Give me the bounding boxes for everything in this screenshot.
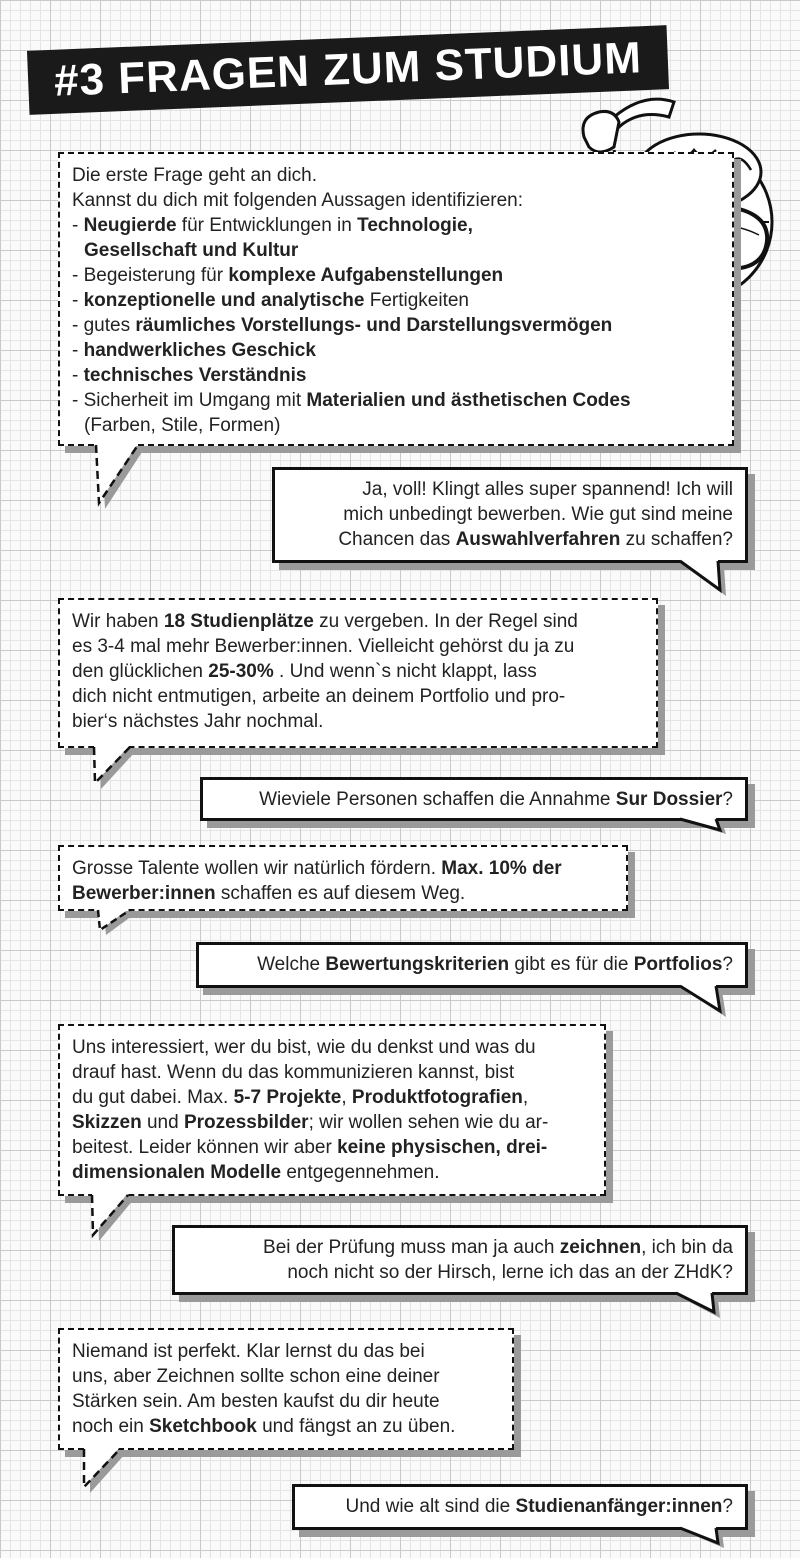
text-segment: ? xyxy=(722,1496,733,1517)
bubble-tail-3 xyxy=(90,745,150,795)
text-segment: den glücklichen xyxy=(72,661,209,682)
response-bubble-2 xyxy=(58,598,658,748)
bubble-line xyxy=(72,1364,500,1389)
text-segment: uns, aber Zeichnen sollte schon eine deiner xyxy=(72,1366,440,1387)
text-segment: Die erste Frage geht an dich. xyxy=(72,165,318,186)
bubble-tail-9 xyxy=(80,1447,140,1497)
bubble-line xyxy=(72,709,644,734)
bubble-tail-4 xyxy=(680,818,730,838)
bold-text: Studienanfänger:innen xyxy=(515,1496,723,1517)
text-segment: schaffen es auf diesem Weg. xyxy=(215,883,466,904)
text-segment: Wir haben xyxy=(72,611,164,632)
bold-text: Gesellschaft und Kultur xyxy=(84,240,299,261)
bold-text: technisches Verständnis xyxy=(83,365,307,386)
bubble-line xyxy=(72,213,720,238)
bubble-line xyxy=(72,413,720,438)
title-banner xyxy=(27,25,669,115)
bubble-line xyxy=(72,263,720,288)
bold-text: Materialien und ästhetischen Codes xyxy=(306,390,631,411)
bold-text: Produktfotografien xyxy=(351,1087,523,1108)
text-segment: Uns interessiert, wer du bist, wie du denkst und was du xyxy=(72,1037,536,1058)
answer-bubble-2 xyxy=(200,777,748,821)
response-bubble-4 xyxy=(58,1024,606,1196)
bubble-tail-6 xyxy=(680,985,730,1025)
text-segment: , ich bin da xyxy=(641,1237,733,1258)
bold-text: Auswahlverfahren xyxy=(455,529,621,550)
text-segment: Und wie alt sind die xyxy=(345,1496,516,1517)
bubble-line xyxy=(187,1235,733,1260)
text-segment: mich unbedingt bewerben. Wie gut sind meine xyxy=(343,504,733,525)
bold-text: dimensionalen Modelle xyxy=(72,1162,282,1183)
text-segment: , xyxy=(341,1087,352,1108)
bold-text: räumliches Vorstellungs- und Darstellungsvermögen xyxy=(135,315,613,336)
text-segment: entgegennehmen. xyxy=(281,1162,440,1183)
bold-text: konzeptionelle und analytische xyxy=(83,290,365,311)
text-segment: Wieviele Personen schaffen die Annahme xyxy=(259,789,616,810)
text-segment: ; wir wollen sehen wie du ar- xyxy=(308,1112,549,1133)
text-segment: ? xyxy=(722,954,733,975)
bold-text: Sketchbook xyxy=(149,1416,257,1437)
bubble-line xyxy=(72,188,720,213)
text-segment: - Begeisterung für xyxy=(72,265,229,286)
bubble-line xyxy=(72,1389,500,1414)
bold-text: komplexe Aufgabenstellungen xyxy=(228,265,504,286)
bubble-line xyxy=(72,1160,592,1185)
text-segment: Kannst du dich mit folgenden Aussagen identifizieren: xyxy=(72,190,524,211)
text-segment: dich nicht entmutigen, arbeite an deinem Portfolio und pro- xyxy=(72,686,566,707)
response-bubble-3 xyxy=(58,845,628,911)
bold-text: 5-7 Projekte xyxy=(233,1087,342,1108)
bubble-line xyxy=(72,634,644,659)
bubble-line xyxy=(72,388,720,413)
text-segment: für Entwicklungen in xyxy=(176,215,358,236)
bubble-line xyxy=(72,1035,592,1060)
text-segment: - xyxy=(72,365,84,386)
bubble-line xyxy=(72,163,720,188)
text-segment: Fertigkeiten xyxy=(364,290,469,311)
bubble-line xyxy=(187,1260,733,1285)
bubble-tail-2 xyxy=(680,560,730,600)
bold-text: Sur Dossier xyxy=(615,789,723,810)
text-segment: du gut dabei. Max. xyxy=(72,1087,234,1108)
text-segment: - xyxy=(72,215,84,236)
text-segment: und fängst an zu üben. xyxy=(256,1416,456,1437)
bubble-line xyxy=(72,1110,592,1135)
bubble-line xyxy=(72,313,720,338)
text-segment: beitest. Leider können wir aber xyxy=(72,1137,338,1158)
bubble-tail-1 xyxy=(94,443,154,513)
text-segment: Bei der Prüfung muss man ja auch xyxy=(263,1237,560,1258)
bold-text: zeichnen xyxy=(559,1237,642,1258)
bubble-line xyxy=(72,1414,500,1439)
bold-text: Prozessbilder xyxy=(183,1112,309,1133)
bubble-line xyxy=(72,1339,500,1364)
bubble-tail-5 xyxy=(94,908,144,938)
bubble-line xyxy=(72,1135,592,1160)
text-segment: Grosse Talente wollen wir natürlich fördern. xyxy=(72,858,442,879)
text-segment: Stärken sein. Am besten kaufst du dir heute xyxy=(72,1391,440,1412)
bubble-line xyxy=(287,502,733,527)
question-bubble-1 xyxy=(58,152,734,446)
answer-bubble-3 xyxy=(196,942,748,988)
bubble-line xyxy=(211,952,733,977)
text-segment: noch ein xyxy=(72,1416,150,1437)
bubble-line xyxy=(72,1060,592,1085)
bubble-line xyxy=(72,659,644,684)
text-segment: drauf hast. Wenn du das kommunizieren kannst, bist xyxy=(72,1062,515,1083)
text-segment: Welche xyxy=(257,954,326,975)
text-segment: - gutes xyxy=(72,315,136,336)
bubble-line xyxy=(72,363,720,388)
bubble-line xyxy=(307,1494,733,1519)
bold-text: Bewertungskriterien xyxy=(325,954,510,975)
text-segment: gibt es für die xyxy=(509,954,634,975)
bubble-line xyxy=(72,684,644,709)
text-segment: bier‘s nächstes Jahr nochmal. xyxy=(72,711,324,732)
bold-text: handwerkliches Geschick xyxy=(83,340,316,361)
bubble-line xyxy=(72,881,614,906)
text-segment: zu vergeben. In der Regel sind xyxy=(313,611,578,632)
bubble-tail-10 xyxy=(680,1527,730,1555)
bubble-line xyxy=(287,477,733,502)
response-bubble-5 xyxy=(58,1328,514,1450)
bold-text: Max. 10% der xyxy=(441,858,562,879)
page-title: #3 FRAGEN ZUM STUDIUM xyxy=(53,33,643,106)
text-segment: es 3-4 mal mehr Bewerber:innen. Vielleicht gehörst du ja zu xyxy=(72,636,575,657)
bubble-line xyxy=(72,238,720,263)
text-segment: zu schaffen? xyxy=(620,529,733,550)
text-segment: ? xyxy=(722,789,733,810)
bubble-tail-8 xyxy=(676,1292,726,1322)
text-segment: Chancen das xyxy=(338,529,456,550)
bold-text: Portfolios xyxy=(633,954,723,975)
bold-text: Skizzen xyxy=(72,1112,142,1133)
bold-text: Bewerber:innen xyxy=(72,883,216,904)
answer-bubble-1 xyxy=(272,467,748,563)
text-segment: - xyxy=(72,290,84,311)
bubble-line xyxy=(215,787,733,812)
bubble-line xyxy=(72,1085,592,1110)
bubble-line xyxy=(72,856,614,881)
answer-bubble-5 xyxy=(292,1484,748,1530)
text-segment: . Und wenn`s nicht klappt, lass xyxy=(273,661,537,682)
text-segment: , xyxy=(522,1087,529,1108)
bubble-line xyxy=(72,338,720,363)
bubble-line xyxy=(72,609,644,634)
bold-text: Neugierde xyxy=(83,215,177,236)
text-segment: Niemand ist perfekt. Klar lernst du das bei xyxy=(72,1341,425,1362)
text-segment: - Sicherheit im Umgang mit xyxy=(72,390,307,411)
text-segment: Ja, voll! Klingt alles super spannend! Ich will xyxy=(362,479,733,500)
text-segment: - xyxy=(72,340,84,361)
bubble-line xyxy=(287,527,733,552)
text-segment: und xyxy=(141,1112,184,1133)
bubble-tail-7 xyxy=(88,1193,148,1243)
answer-bubble-4 xyxy=(172,1225,748,1295)
bold-text: 18 Studienplätze xyxy=(163,611,314,632)
bubble-line xyxy=(72,288,720,313)
text-segment: noch nicht so der Hirsch, lerne ich das an der ZHdK? xyxy=(287,1262,733,1283)
bold-text: 25-30% xyxy=(208,661,274,682)
bold-text: Technologie, xyxy=(357,215,473,236)
text-segment: (Farben, Stile, Formen) xyxy=(84,415,281,436)
bold-text: keine physischen, drei- xyxy=(337,1137,548,1158)
